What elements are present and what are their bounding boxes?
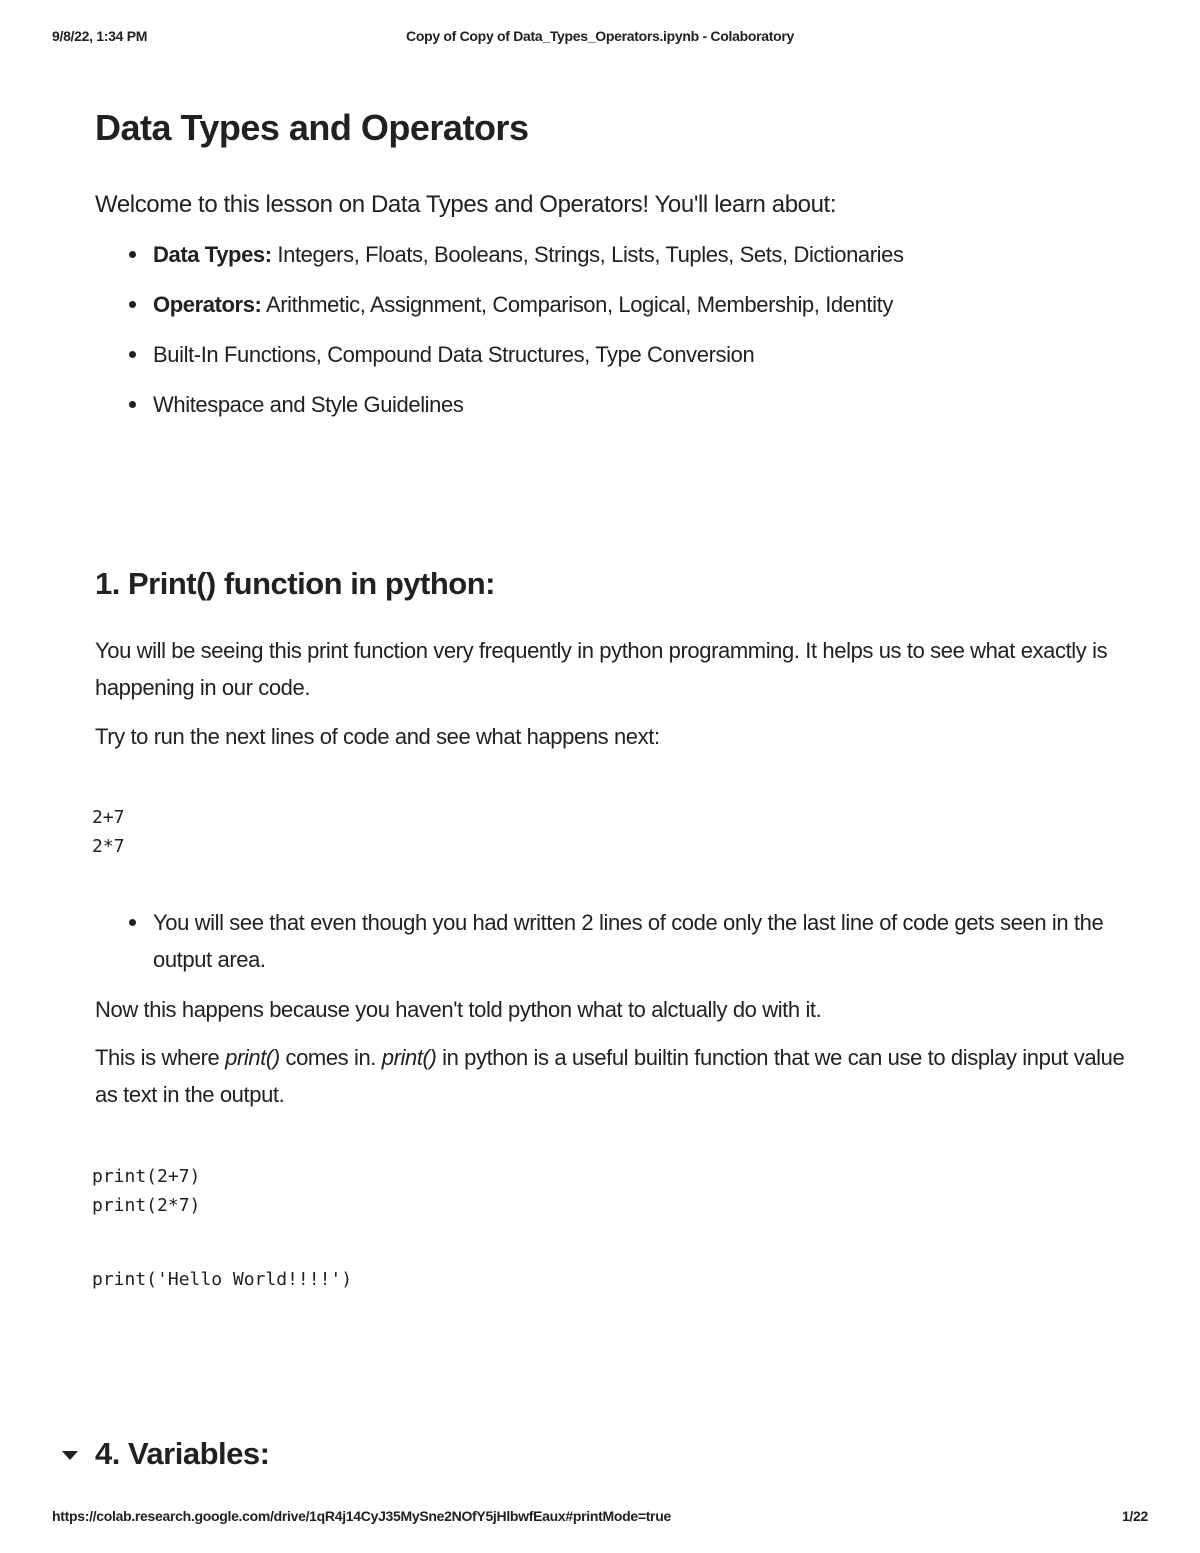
list-item <box>95 336 904 386</box>
note-list <box>95 904 1140 978</box>
text-paragraph: Try to run the next lines of code and see what happens next: <box>95 724 660 749</box>
topic-label: Operators: <box>153 292 262 317</box>
text-paragraph: Now this happens because you haven't told python what to alctually do with it. <box>95 997 822 1022</box>
text-segment: This is where <box>95 1045 226 1070</box>
collapse-section-icon[interactable] <box>62 1451 78 1460</box>
print-footer <box>52 1508 1148 1528</box>
list-item <box>95 386 904 436</box>
intro-text: Welcome to this lesson on Data Types and Operators! You'll learn about: <box>95 191 837 218</box>
page-url: https://colab.research.google.com/drive/1qR4j14CyJ35MySne2NOfY5jHlbwfEaux#printMode=true <box>52 1508 671 1524</box>
text-paragraph <box>95 1039 1140 1113</box>
list-item: You will see that even though you had written 2 lines of code only the last line of code gets seen in the output area. <box>95 904 1140 978</box>
text-segment: comes in. <box>279 1045 382 1070</box>
topic-text: Arithmetic, Assignment, Comparison, Logical, Membership, Identity <box>261 292 893 317</box>
topic-label: Data Types: <box>153 242 272 267</box>
code-cell[interactable]: print(2+7) print(2*7) <box>92 1166 201 1216</box>
topic-text: Built-In Functions, Compound Data Structures, Type Conversion <box>153 342 755 367</box>
page-title: Data Types and Operators <box>95 107 529 148</box>
inline-code-emphasis: print() <box>381 1045 437 1070</box>
print-header <box>52 28 1148 48</box>
topic-text: Integers, Floats, Booleans, Strings, Lists, Tuples, Sets, Dictionaries <box>271 242 904 267</box>
topics-list <box>95 236 904 436</box>
section-heading-variables: 4. Variables: <box>95 1436 270 1471</box>
code-cell[interactable]: 2+7 2*7 <box>92 807 125 857</box>
topic-text: Whitespace and Style Guidelines <box>153 392 464 417</box>
inline-code-emphasis: print() <box>225 1045 280 1070</box>
code-cell[interactable]: print('Hello World!!!!') <box>92 1269 353 1290</box>
print-date: 9/8/22, 1:34 PM <box>52 28 148 44</box>
document-title: Copy of Copy of Data_Types_Operators.ipynb - Colaboratory <box>406 28 794 44</box>
text-paragraph: You will be seeing this print function very frequently in python programming. It helps us to see what exactly is happening in our code. <box>95 638 1108 700</box>
page-number: 1/22 <box>1121 1508 1148 1524</box>
list-item <box>95 286 904 336</box>
section-heading-print: 1. Print() function in python: <box>95 566 495 601</box>
list-item <box>95 236 904 286</box>
text-segment: in python is a useful builtin function that we can use to display input value as text in the output. <box>95 1045 1125 1107</box>
